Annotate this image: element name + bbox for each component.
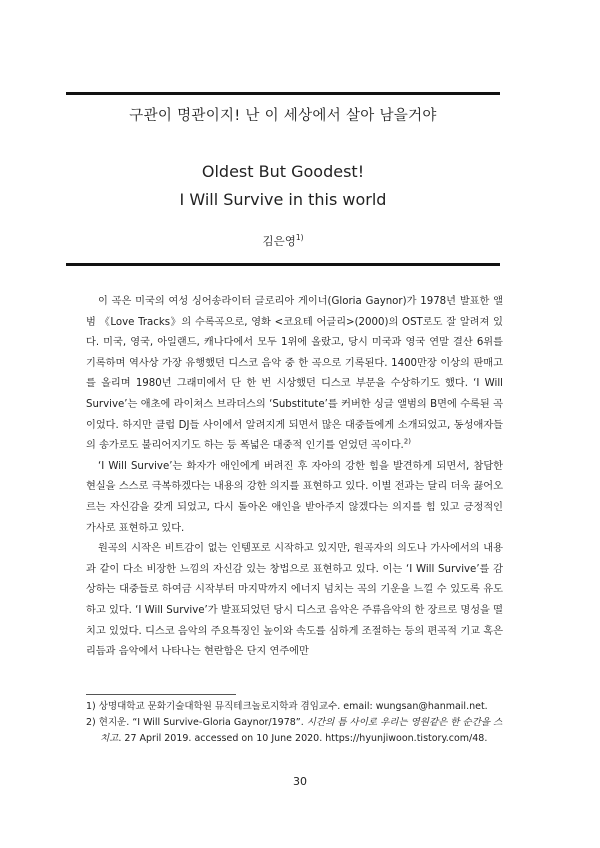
footnote-2-author: 2) 현지운. “I Will Survive-Gloria Gaynor/1978”. (86, 717, 307, 728)
author-footnote-marker: 1) (295, 233, 304, 243)
paragraph-1 (86, 292, 503, 457)
paragraph-3 (86, 539, 503, 663)
article-body (86, 292, 503, 663)
footnote-2-source-title: 시간의 틈 사이로 우리는 영원같은 한 순간을 스치고 (100, 717, 503, 744)
footnote-1: 1) 상명대학교 문화기술대학원 뮤직테크놀로지학과 겸임교수. email: wungsan@hanmail.net. (86, 701, 488, 712)
english-title-line-2: I Will Survive in this world (179, 190, 387, 209)
korean-title: 구관이 명관이지! 난 이 세상에서 살아 남을거야 (129, 108, 437, 124)
title-top-rule (66, 92, 500, 95)
footnote-marker-2: 2) (403, 437, 411, 446)
footnote-2-details: . 27 April 2019. accessed on 10 June 2020. https://hyunjiwoon.tistory.com/48. (118, 733, 488, 744)
paragraph-2-text: ‘I Will Survive’는 화자가 애인에게 버려진 후 자아의 강한 힘을 발견하게 되면서, 참담한 현실을 스스로 극복하겠다는 내용의 강한 의지를 표현하고 있다. 이별 전과는 달리 더욱 끓어오르는 자신감을 갖게 되었고, 다시 돌아온 애인을 받아주지 않겠다는 의지를 힘 있고 긍정적인 가사로 표현하고 있다. (86, 460, 503, 534)
paragraph-3-text: 원곡의 시작은 비트감이 없는 인템포로 시작하고 있지만, 원곡자의 의도나 가사에서의 내용과 같이 다소 비장한 느낌의 자신감 있는 창법으로 표현하고 있다. 이는 ‘I Will Survive’를 감상하는 대중들로 하여금 시작부터 마지막까지 에너지 넘치는 곡의 기운을 느낄 수 있도록 유도하고 있다. ‘I Will Survive’가 발표되었던 당시 디스코 음악은 주류음악의 한 장르로 명성을 떨치고 있었다. 디스코 음악의 주요특징인 높이와 속도를 심하게 조절하는 등의 편곡적 기교 혹은 리듬과 음악에서 나타나는 현란함은 단지 연주에만 (86, 543, 503, 658)
footnotes (86, 699, 503, 747)
footnote-2 (86, 715, 503, 747)
author-text: 김은영 (262, 234, 296, 248)
header-bottom-rule (66, 263, 500, 266)
paragraph-1-text: 이 곡은 미국의 여성 싱어송라이터 글로리아 게이너(Gloria Gaynor)가 1978년 발표한 앨범 《Love Tracks》의 수록곡으로, 영화 <코요테 어글리>(2000)의 OST로도 잘 알려져 있다. 미국, 영국, 아일랜드, 캐나다에서 모두 1위에 올랐고, 당시 미국과 영국 연말 결산 6위를 기록하며 역사상 가장 유행했던 디스코 음악 중 한 곡으로 기록된다. 1400만장 이상의 판매고를 올리며 1980년 그래미에서 단 한 번 시상했던 디스코 부문을 수상하기도 했다. ‘I Will Survive’는 애초에 라이쳐스 브라더스의 ‘Substitute’를 커버한 싱글 앨범의 B면에 수록된 곡이었다. 하지만 클럽 DJ들 사이에서 알려지게 되면서 많은 대중들에게 소개되었고, 동성애자들의 송가로도 불리어지기도 하는 등 폭넓은 대중적 인기를 얻었던 곡이다. (86, 296, 503, 452)
author-name (66, 233, 500, 249)
english-title-line-1: Oldest But Goodest! (201, 162, 365, 181)
page-number: 30 (293, 775, 307, 788)
paragraph-2 (86, 457, 503, 539)
footnote-separator (86, 694, 236, 695)
